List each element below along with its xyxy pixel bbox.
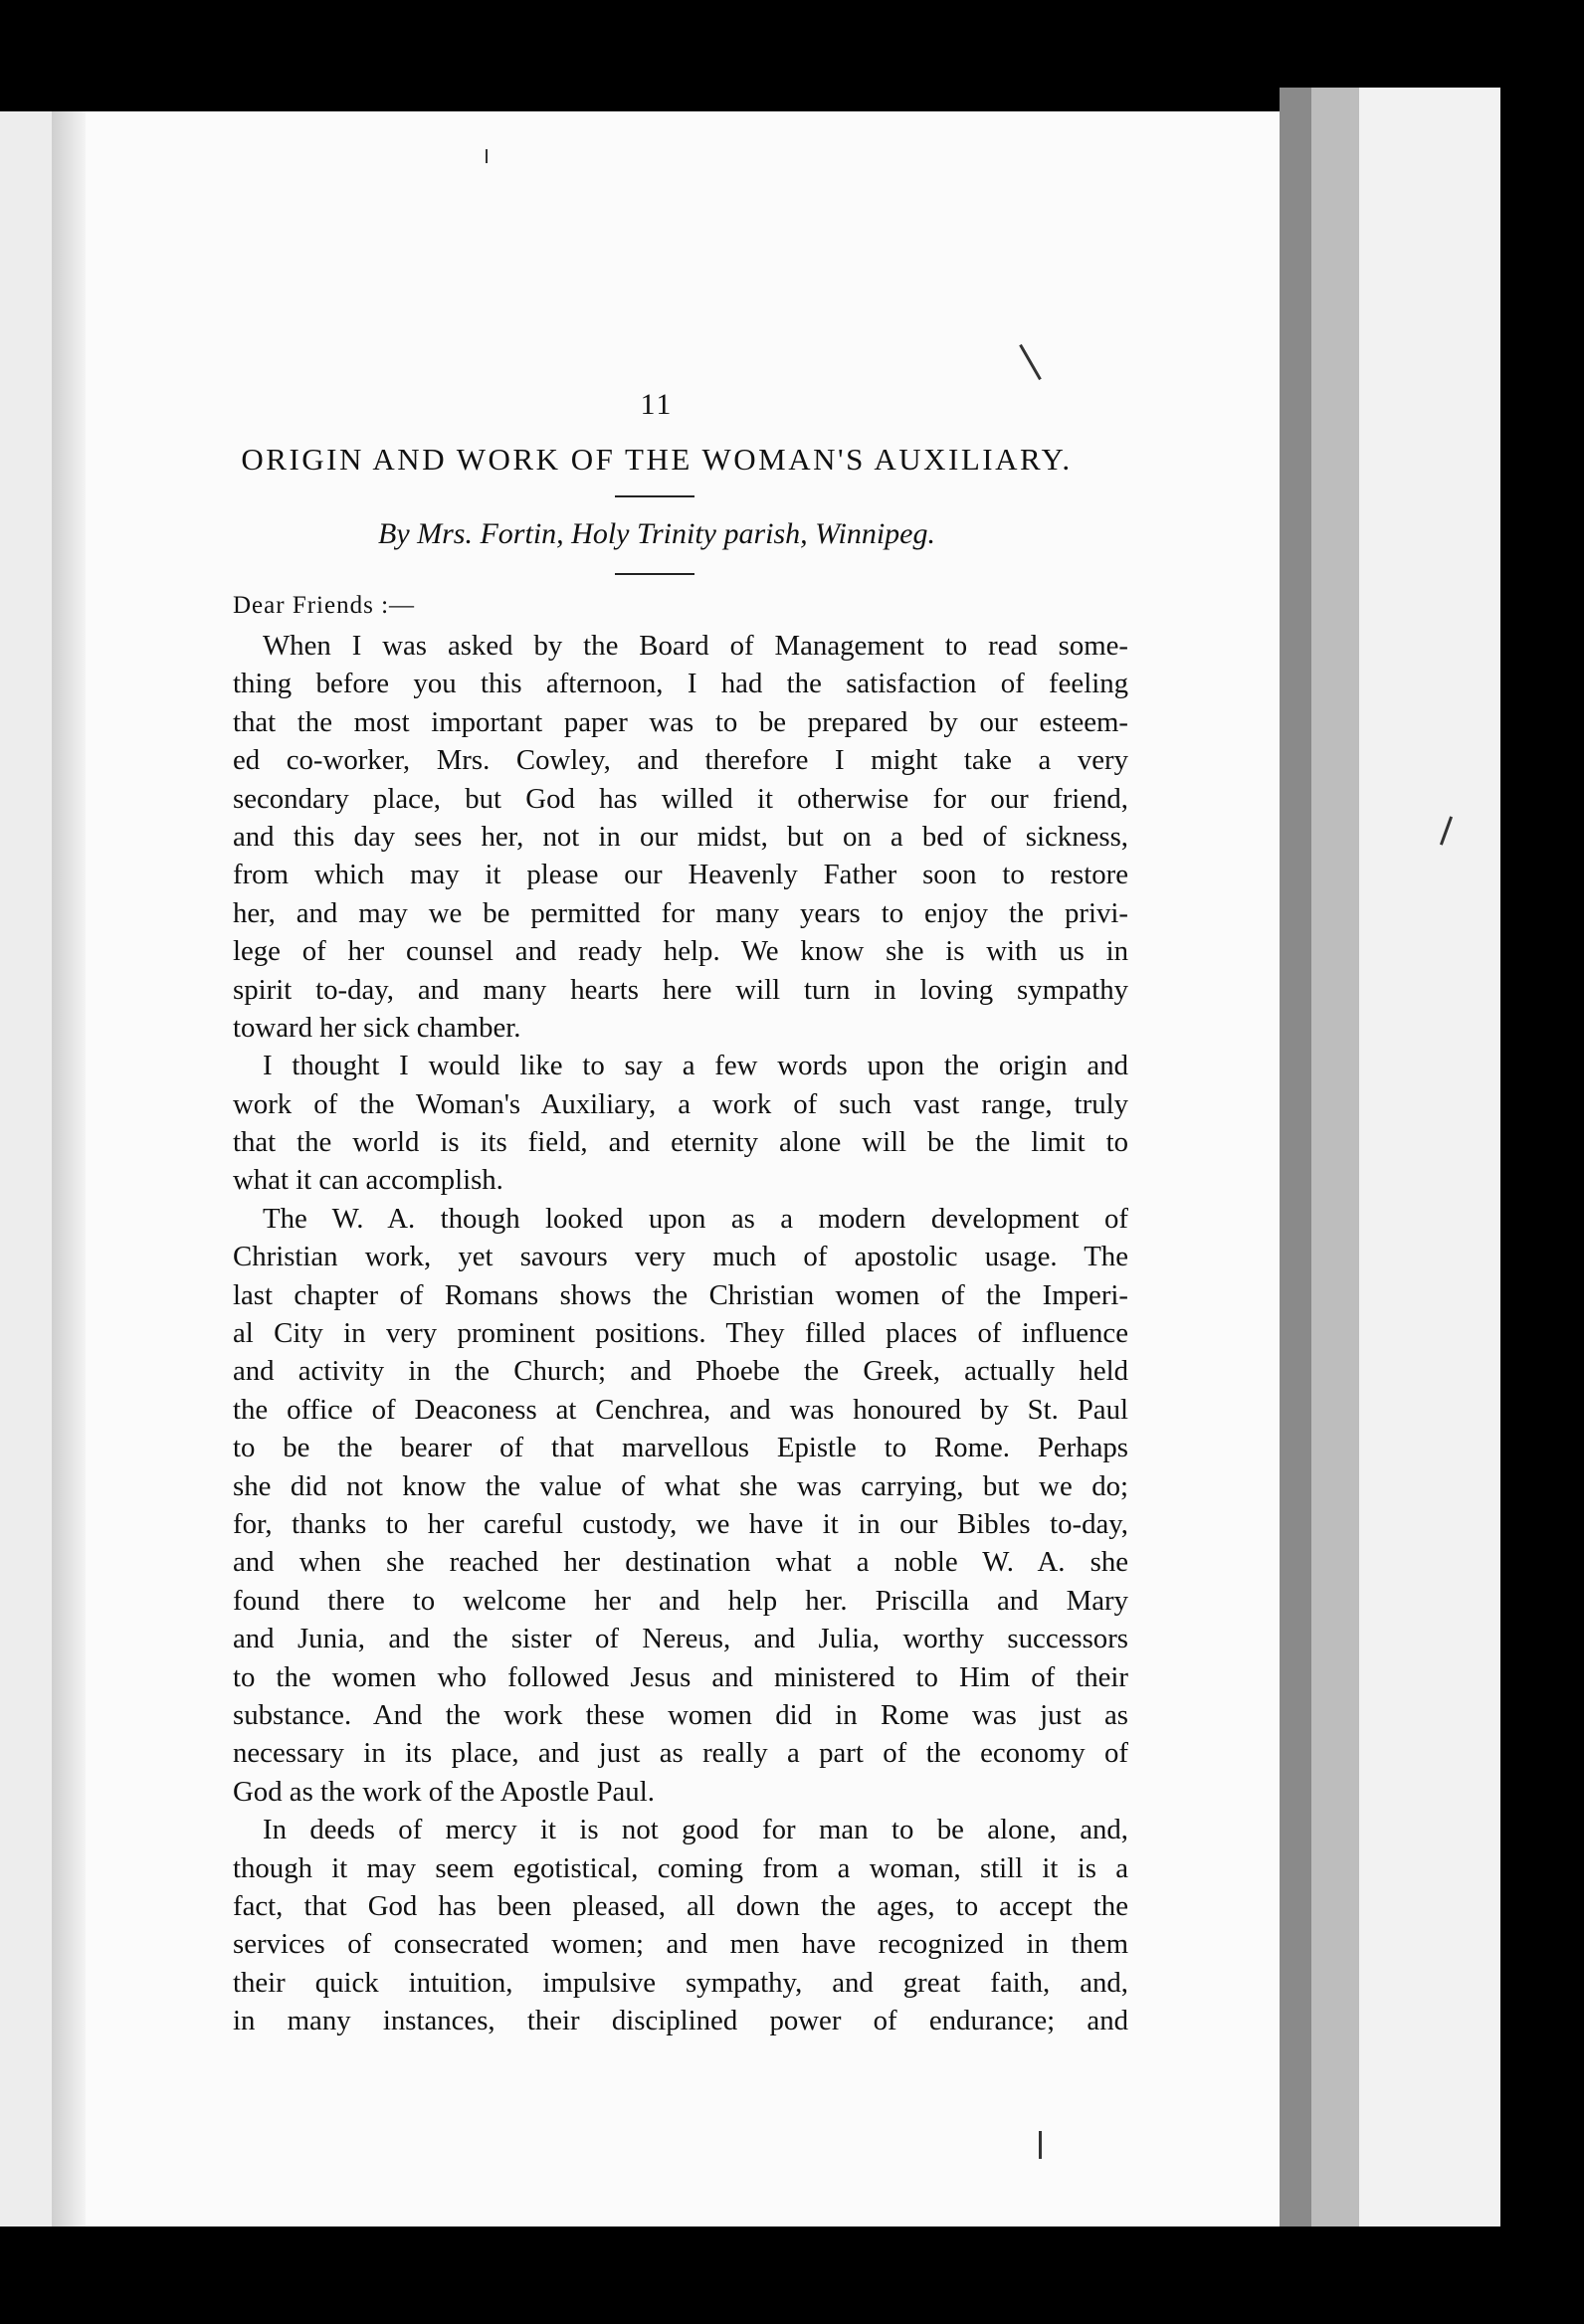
body-line: The W. A. though looked upon as a modern development of: [263, 1202, 1128, 1235]
body-line: necessary in its place, and just as really a part of the economy of: [233, 1737, 1128, 1770]
body-line: her, and may we be permitted for many years to enjoy the privi-: [233, 896, 1128, 929]
body-line: and this day sees her, not in our midst, but on a bed of sickness,: [233, 820, 1128, 853]
body-line: last chapter of Romans shows the Christian women of the Imperi-: [233, 1278, 1128, 1311]
body-line: God as the work of the Apostle Paul.: [233, 1775, 655, 1808]
body-line: In deeds of mercy it is not good for man to be alone, and,: [263, 1814, 1128, 1846]
body-line: al City in very prominent positions. They filled places of influence: [233, 1317, 1128, 1350]
left-page-edge: [0, 111, 52, 2227]
page-gutter: [52, 111, 86, 2227]
body-line: fact, that God has been pleased, all down the ages, to accept the: [233, 1889, 1128, 1922]
body-line: in many instances, their disciplined power of endurance; and: [233, 2005, 1128, 2037]
body-line: that the world is its field, and eternity alone will be the limit to: [233, 1126, 1128, 1159]
body-line: and Junia, and the sister of Nereus, and Julia, worthy successors: [233, 1623, 1128, 1655]
body-line: she did not know the value of what she was carrying, but we do;: [233, 1469, 1128, 1502]
scan-speck: [486, 149, 488, 163]
body-line: and activity in the Church; and Phoebe the Greek, actually held: [233, 1355, 1128, 1388]
body-line: from which may it please our Heavenly Father soon to restore: [233, 859, 1128, 891]
body-line: what it can accomplish.: [233, 1164, 503, 1197]
body-line: toward her sick chamber.: [233, 1011, 521, 1044]
article-byline: By Mrs. Fortin, Holy Trinity parish, Winnipeg.: [378, 517, 935, 550]
body-line: I thought I would like to say a few words upon the origin and: [263, 1050, 1128, 1082]
body-line: to be the bearer of that marvellous Epistle to Rome. Perhaps: [233, 1432, 1128, 1464]
body-line: When I was asked by the Board of Management to read some-: [263, 630, 1128, 662]
body-line: work of the Woman's Auxiliary, a work of such vast range, truly: [233, 1087, 1128, 1120]
body-line: though it may seem egotistical, coming from a woman, still it is a: [233, 1851, 1128, 1884]
body-line: found there to welcome her and help her. Priscilla and Mary: [233, 1584, 1128, 1617]
title-rule: [615, 495, 694, 497]
byline-rule: [615, 573, 694, 575]
body-line: ed co-worker, Mrs. Cowley, and therefore I might take a very: [233, 744, 1128, 777]
body-line: Christian work, yet savours very much of apostolic usage. The: [233, 1241, 1128, 1273]
body-line: substance. And the work these women did in Rome was just as: [233, 1698, 1128, 1731]
body-line: and when she reached her destination what a noble W. A. she: [233, 1546, 1128, 1579]
body-text: [233, 627, 1128, 2039]
page-number: 11: [640, 388, 674, 421]
right-page-edge: [1359, 88, 1500, 2227]
body-line: secondary place, but God has willed it otherwise for our friend,: [233, 782, 1128, 815]
body-line: their quick intuition, impulsive sympathy, and great faith, and,: [233, 1966, 1128, 1999]
body-line: spirit to-day, and many hearts here will turn in loving sympathy: [233, 973, 1128, 1006]
body-line: to the women who followed Jesus and ministered to Him of their: [233, 1660, 1128, 1693]
article-title: ORIGIN AND WORK OF THE WOMAN'S AUXILIARY.: [241, 442, 1073, 477]
body-line: the office of Deaconess at Cenchrea, and was honoured by St. Paul: [233, 1393, 1128, 1426]
body-line: for, thanks to her careful custody, we have it in our Bibles to-day,: [233, 1507, 1128, 1540]
body-line: services of consecrated women; and men have recognized in them: [233, 1928, 1128, 1961]
body-line: thing before you this afternoon, I had the satisfaction of feeling: [233, 668, 1128, 700]
body-line: that the most important paper was to be prepared by our esteem-: [233, 705, 1128, 738]
page-edge-band: [1311, 88, 1359, 2227]
salutation: Dear Friends :—: [233, 592, 416, 619]
body-line: lege of her counsel and ready help. We know she is with us in: [233, 935, 1128, 968]
scan-speck: [1039, 2131, 1042, 2159]
